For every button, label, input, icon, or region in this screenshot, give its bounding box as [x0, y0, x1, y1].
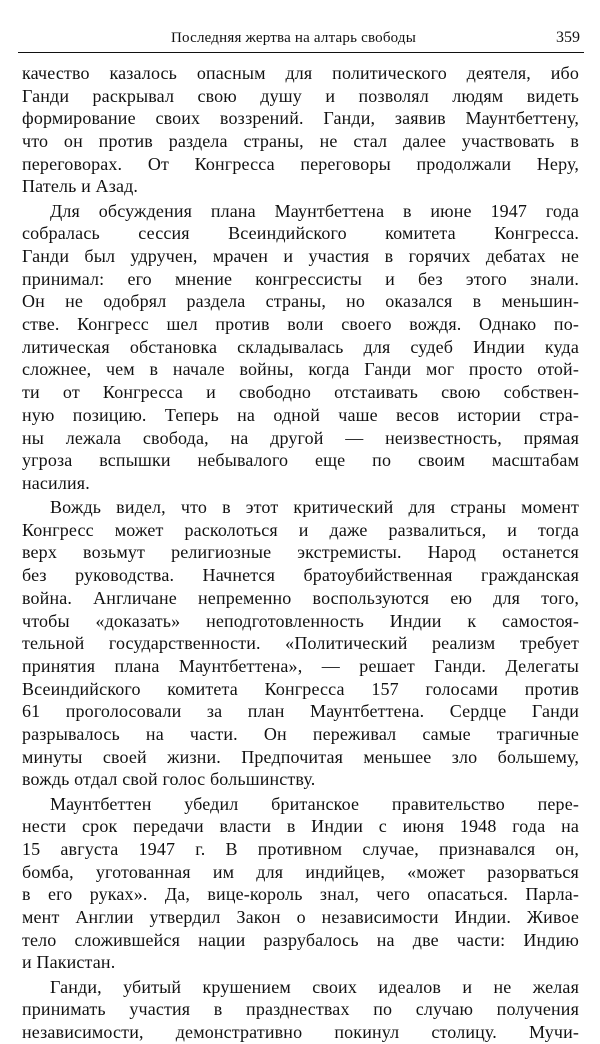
text-line: Маунтбеттен убедил британское правительство пере- — [50, 793, 579, 814]
text-line: разрывалось на части. Он переживал самые трагичные — [22, 723, 579, 744]
text-line: принимать участия в празднествах по случаю получения — [22, 999, 579, 1020]
text-line: угроза вспышки небывалого еще по своим масштабам — [22, 450, 579, 471]
text-line: Ганди, убитый крушением своих идеалов и не желая — [50, 976, 579, 997]
text-line: независимости, демонстративно покинул столицу. Мучи- — [22, 1021, 579, 1042]
text-line: что он против раздела страны, не стал далее участвовать в — [22, 131, 579, 152]
text-line: без руководства. Начнется братоубийственная гражданская — [22, 565, 579, 586]
text-line: литическая обстановка складывалась для судеб Индии куда — [22, 336, 579, 357]
text-line: и Пакистан. — [22, 952, 116, 973]
page-number: 359 — [556, 29, 580, 46]
text-line: собралась сессия Всеиндийского комитета Конгресса. — [22, 223, 579, 244]
text-line: минуты своей жизни. Предпочитая меньшее зло большему, — [22, 746, 579, 767]
text-line: Конгресс может расколоться и даже развалиться, и тогда — [22, 519, 579, 540]
paragraph — [22, 200, 579, 495]
paragraph — [22, 976, 579, 1044]
text-line: насилия. — [22, 472, 90, 493]
running-header — [18, 20, 584, 53]
text-line: переговорах. От Конгресса переговоры продолжали Неру, — [22, 153, 579, 174]
body-text — [22, 62, 579, 1044]
text-line: 15 августа 1947 г. В противном случае, признавался он, — [22, 838, 579, 859]
text-line: чтобы «доказать» неподготовленность Индии к самостоя- — [22, 610, 579, 631]
text-line: мент Англии утвердил Закон о независимости Индии. Живое — [22, 906, 579, 927]
text-line: война. Англичане непременно воспользуются ею для того, — [22, 587, 579, 608]
text-line: ти от Конгресса и свободно отстаивать свою собствен- — [22, 382, 579, 403]
text-line: верх возьмут религиозные экстремисты. Народ останется — [22, 542, 579, 563]
paragraph — [22, 62, 579, 198]
text-line: в его руках». Да, вице-король знал, чего опасаться. Парла- — [22, 884, 579, 905]
text-line: 61 проголосовали за план Маунтбеттена. Сердце Ганди — [22, 701, 579, 722]
text-line: принятия плана Маунтбеттена», — решает Ганди. Делегаты — [22, 655, 579, 676]
text-line: тело сложившейся нации разрубалось на две части: Индию — [22, 929, 579, 950]
text-line: Ганди был удручен, мрачен и участия в горячих дебатах не — [22, 246, 579, 266]
paragraph — [22, 496, 579, 791]
text-line: стве. Конгресс шел против воли своего вождя. Однако по- — [22, 314, 579, 335]
text-line: нести срок передачи власти в Индии с июня 1948 года на — [22, 816, 579, 837]
text-line: качество казалось опасным для политического деятеля, ибо — [22, 63, 579, 83]
text-line: Вождь видел, что в этот критический для страны момент — [50, 497, 579, 518]
text-line: Патель и Азад. — [22, 176, 139, 197]
text-line: формирование своих воззрений. Ганди, заявив Маунтбеттену, — [22, 108, 579, 129]
text-line: бомба, уготованная им для индийцев, «может разорваться — [22, 861, 579, 882]
text-line: ны лежала свобода, на другой — неизвестность, прямая — [22, 427, 579, 448]
text-line: тельной государственности. «Политический реализм требует — [22, 633, 579, 654]
text-line: ную позицию. Теперь на одной чаше весов истории стра- — [22, 404, 579, 425]
text-line: Для обсуждения плана Маунтбеттена в июне 1947 года — [50, 200, 579, 221]
text-line: сложнее, чем в начале войны, когда Ганди мог просто отой- — [22, 359, 579, 380]
text-line: Он не одобрял раздела страны, но оказался в меньшин- — [22, 291, 579, 312]
paragraph — [22, 793, 579, 975]
running-title: Последняя жертва на алтарь свободы — [171, 30, 417, 46]
text-line: Всеиндийского комитета Конгресса 157 голосами против — [22, 678, 579, 699]
text-line: принимал: его мнение конгрессисты и без этого знали. — [22, 268, 579, 289]
text-line: Ганди раскрывал свою душу и позволял людям видеть — [22, 85, 579, 106]
text-line: вождь отдал свой голос большинству. — [22, 769, 316, 790]
